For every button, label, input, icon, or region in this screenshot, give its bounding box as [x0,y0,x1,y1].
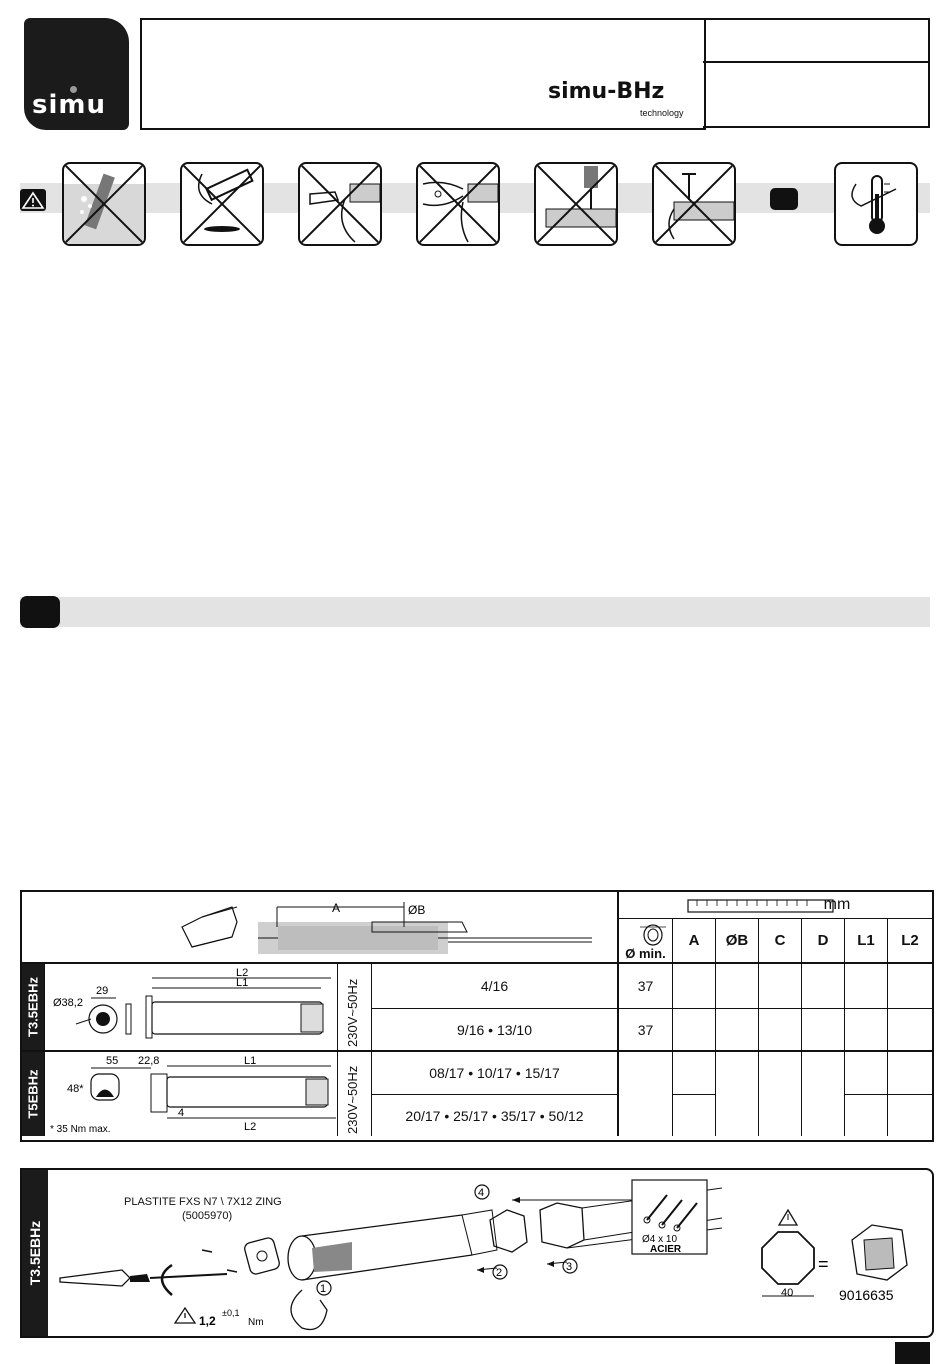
installation-panel [20,1168,934,1338]
page-number-block [895,1342,930,1364]
t35-row1-dmin: 37 [637,978,654,994]
header-info-box [703,61,930,128]
part-ref: 9016635 [839,1287,894,1303]
header-title-box [140,18,706,130]
no-screw-icon [652,162,736,246]
t35-dimension-drawing [46,964,336,1050]
unit-label: mm [823,896,851,913]
simu-logo: simu [24,18,129,130]
col-a: A [688,932,700,949]
torque-value: 1,2 [199,1314,216,1328]
install-drawing [52,1170,932,1336]
install-model-label: T3.5EBHz [22,1170,48,1336]
t35-model-label: T3.5EBHz [22,964,44,1050]
equals-sign: = [818,1254,829,1274]
no-drop-icon [180,162,264,246]
brand-wordmark: simu-BHz [548,79,665,104]
t5-dim-l1: L1 [244,1055,257,1067]
step-3: 3 [566,1261,573,1273]
t35-dim-l1: L1 [236,977,249,989]
dim-a-label: A [332,901,341,915]
rivet-material: ACIER [650,1244,682,1255]
spec-table [20,890,934,1142]
section-band [20,597,930,627]
step-4: 4 [478,1187,485,1199]
col-ob: ØB [725,932,749,949]
t35-dim-diam: Ø38,2 [53,997,83,1009]
t5-dim-48: 48* [67,1083,84,1095]
no-pliers-icon [416,162,500,246]
col-d: D [817,932,829,949]
tube-drawing [172,892,612,962]
no-drill-icon [534,162,618,246]
col-l1: L1 [857,932,875,949]
section-number-marker [20,596,60,628]
t5-model-label: T5EBHz [22,1052,44,1136]
step-2: 2 [496,1267,503,1279]
t35-row2-variants: 9/16 • 13/10 [457,1021,532,1038]
temperature-icon [834,162,918,246]
screw-ref: (5005970) [182,1210,233,1222]
t5-dim-4: 4 [178,1107,185,1119]
tube-size: 40 [781,1287,794,1299]
header-ref-box [703,18,930,63]
dim-ob-label: ØB [408,903,426,917]
t5-dimension-drawing [46,1052,336,1136]
rivet-size: Ø4 x 10 [642,1234,678,1245]
warning-icon [20,189,46,211]
t35-dim-l2: L2 [236,967,249,979]
no-water-icon [62,162,146,246]
t5-voltage: 230V~50Hz [345,1065,360,1134]
t35-row2-dmin: 37 [637,1021,654,1038]
t35-dim-29: 29 [96,985,109,997]
ruler-icon [687,897,835,915]
brand-subtitle: technology [640,108,684,118]
t35-row1-variants: 4/16 [480,978,509,994]
t5-dim-55: 55 [106,1055,119,1067]
t35-voltage: 230V~50Hz [345,978,360,1047]
screw-label: PLASTITE FXS N7 \ 7X12 ZING [124,1196,282,1208]
t5-row1-variants: 08/17 • 10/17 • 15/17 [429,1065,560,1081]
col-dmin: Ø min. [625,945,666,961]
col-l2: L2 [901,932,919,949]
torque-tol: ±0,1 [222,1308,240,1318]
no-cut-cable-icon [298,162,382,246]
col-c: C [774,932,786,949]
t5-dim-l2: L2 [244,1121,257,1133]
step-1: 1 [320,1283,327,1295]
t5-torque-note: * 35 Nm max. [50,1124,111,1135]
section-marker [770,188,798,210]
torque-unit: Nm [248,1317,264,1328]
t5-row2-variants: 20/17 • 25/17 • 35/17 • 50/12 [405,1107,584,1124]
t5-dim-228: 22,8 [138,1055,160,1067]
